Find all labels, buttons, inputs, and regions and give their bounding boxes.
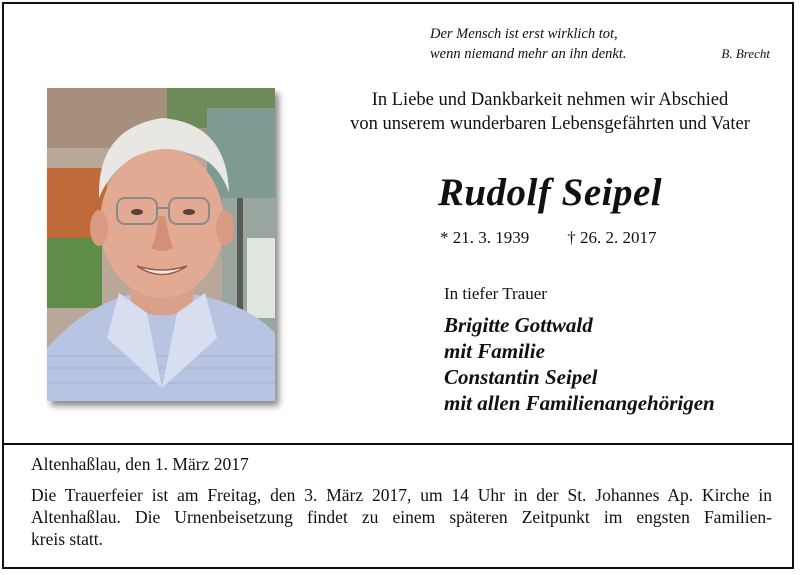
ceremony-line-2: Altenhaßlau. Die Urnenbeisetzung findet zu einem späteren Zeitpunkt im engsten Familien-: [31, 507, 772, 527]
epigraph-quote: [430, 24, 770, 64]
section-divider: [2, 443, 794, 445]
mourner-line: mit Familie: [444, 339, 545, 363]
portrait-photo: [47, 88, 275, 401]
intro-line-1: In Liebe und Dankbarkeit nehmen wir Abschied: [371, 90, 729, 110]
intro-line-2: von unserem wunderbaren Lebensgefährten und Vater: [350, 114, 750, 134]
quote-author: B. Brecht: [721, 46, 770, 61]
mourner-line: mit allen Familienangehörigen: [444, 391, 715, 415]
mourner-line: Brigitte Gottwald: [444, 313, 593, 337]
ceremony-line-1: Die Trauerfeier ist am Freitag, den 3. März 2017, um 14 Uhr in der St. Johannes Ap. Kirche in: [31, 485, 772, 505]
quote-line-2: wenn niemand mehr an ihn denkt.: [430, 46, 627, 62]
mourners-list: [444, 312, 715, 416]
life-dates: [440, 228, 657, 248]
ceremony-notice: [31, 484, 772, 550]
mourning-label: In tiefer Trauer: [444, 284, 547, 303]
quote-line-1: Der Mensch ist erst wirklich tot,: [430, 26, 618, 42]
mourner-line: Constantin Seipel: [444, 365, 598, 389]
ceremony-line-3: kreis statt.: [31, 529, 103, 549]
deceased-name: Rudolf Seipel: [437, 171, 663, 214]
place-and-date: Altenhaßlau, den 1. März 2017: [31, 454, 249, 474]
birth-date: * 21. 3. 1939: [440, 228, 530, 247]
death-date: † 26. 2. 2017: [567, 228, 657, 247]
farewell-intro: [310, 88, 790, 136]
